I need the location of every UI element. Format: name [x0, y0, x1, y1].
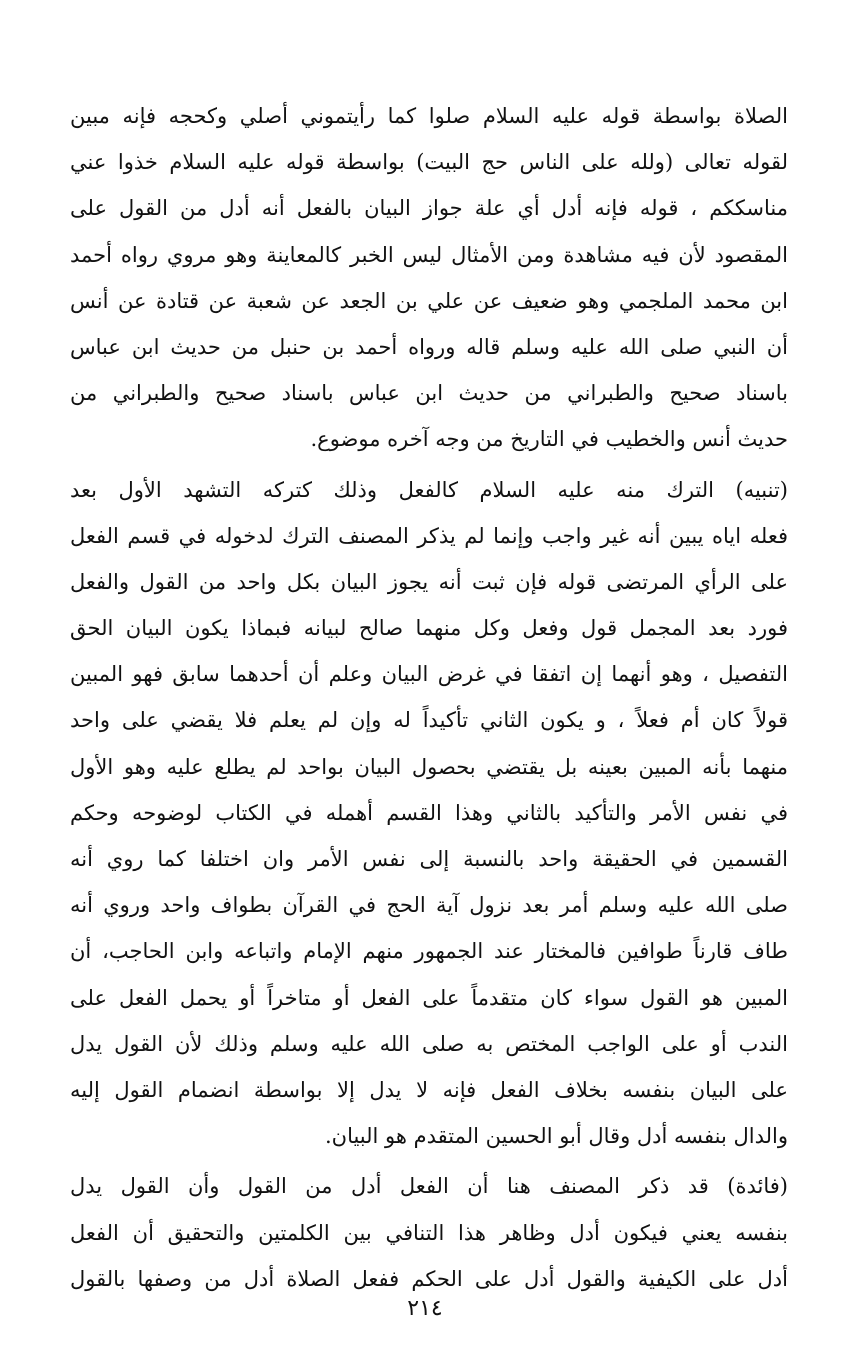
text-line: طاف قارناً طوافين فالمختار عند الجمهور منهم الإمام واتباعه وابن الحاجب، أن: [70, 939, 788, 964]
text-line: باسناد صحيح والطبراني من حديث ابن عباس باسناد صحيح والطبراني من: [70, 381, 788, 406]
paragraph-1: [70, 93, 788, 463]
text-line: الصلاة بواسطة قوله عليه السلام صلوا كما رأيتموني أصلي وكحجه فإنه مبين: [70, 104, 788, 128]
paragraph-3: [70, 1163, 788, 1302]
text-line: فعله اياه يبين أنه غير واجب وإنما لم يذكر المصنف الترك لدخوله في قسم الفعل: [70, 523, 788, 548]
text-line: أن النبي صلى الله عليه وسلم قاله ورواه أحمد بن حنبل من حديث ابن عباس: [70, 334, 788, 359]
text-line: فورد بعد المجمل قول وفعل وكل منهما صالح لبيانه فبماذا يكون البيان الحق: [70, 616, 788, 641]
text-line: حديث أنس والخطيب في التاريخ من وجه آخره موضوع.: [310, 427, 788, 452]
text-line: بنفسه يعني فيكون أدل وظاهر هذا التنافي بين الكلمتين والتحقيق أن الفعل: [70, 1220, 788, 1245]
text-line: قولاً كان أم فعلاً ، و يكون الثاني تأكيداً له وإن لم يعلم فلا يقضي على واحد: [70, 708, 788, 733]
text-line: منهما بأنه المبين بعينه بل يقتضي بحصول البيان بواحد لم يطلع عليه وهو الأول: [70, 754, 788, 779]
text-line: على البيان بنفسه بخلاف الفعل فإنه لا يدل إلا بواسطة انضمام القول إليه: [70, 1077, 788, 1102]
text-line: على الرأي المرتضى قوله فإن ثبت أنه يجوز البيان بكل واحد من القول والفعل: [70, 569, 788, 594]
text-line: مناسككم ، قوله فإنه أدل أي علة جواز البيان بالفعل أنه أدل من القول على: [70, 196, 788, 221]
page-number: ٢١٤: [407, 1296, 443, 1321]
text-line: والدال بنفسه أدل وقال أبو الحسين المتقدم هو البيان.: [324, 1124, 788, 1149]
text-line: صلى الله عليه وسلم أمر بعد نزول آية الحج في القرآن بطواف واحد وروي أنه: [70, 893, 788, 918]
text-line: المقصود لأن فيه مشاهدة ومن الأمثال ليس الخبر كالمعاينة وهو مروي رواه أحمد: [70, 242, 788, 267]
text-line: (فائدة) قد ذكر المصنف هنا أن الفعل أدل من القول وأن القول يدل: [70, 1174, 788, 1199]
text-line: المبين هو القول سواء كان متقدماً على الفعل أو متاخراً أو يحمل الفعل على: [70, 985, 788, 1010]
text-line: في نفس الأمر والتأكيد بالثاني وهذا القسم أهمله في الكتاب لوضوحه وحكم: [70, 800, 788, 825]
text-line: (تنبيه) الترك منه عليه السلام كالفعل وذلك كتركه التشهد الأول بعد: [70, 477, 788, 502]
text-line: أدل على الكيفية والقول أدل على الحكم ففعل الصلاة أدل من وصفها بالقول: [70, 1266, 788, 1291]
text-line: التفصيل ، وهو أنهما إن اتفقا في غرض البيان وعلم أن أحدهما سابق فهو المبين: [70, 662, 788, 687]
text-line: ابن محمد الملجمي وهو ضعيف عن علي بن الجعد عن شعبة عن قتادة عن أنس: [70, 288, 788, 313]
text-line: الندب أو على الواجب المختص به صلى الله عليه وسلم وذلك لأن القول يدل: [70, 1031, 788, 1056]
paragraph-2: [70, 467, 788, 1160]
text-line: القسمين في الحقيقة واحد بالنسبة إلى نفس الأمر وان اختلفا كما روي أنه: [70, 847, 788, 871]
text-line: لقوله تعالى (ولله على الناس حج البيت) بواسطة قوله عليه السلام خذوا عني: [70, 150, 788, 175]
page-body: [70, 93, 788, 1291]
